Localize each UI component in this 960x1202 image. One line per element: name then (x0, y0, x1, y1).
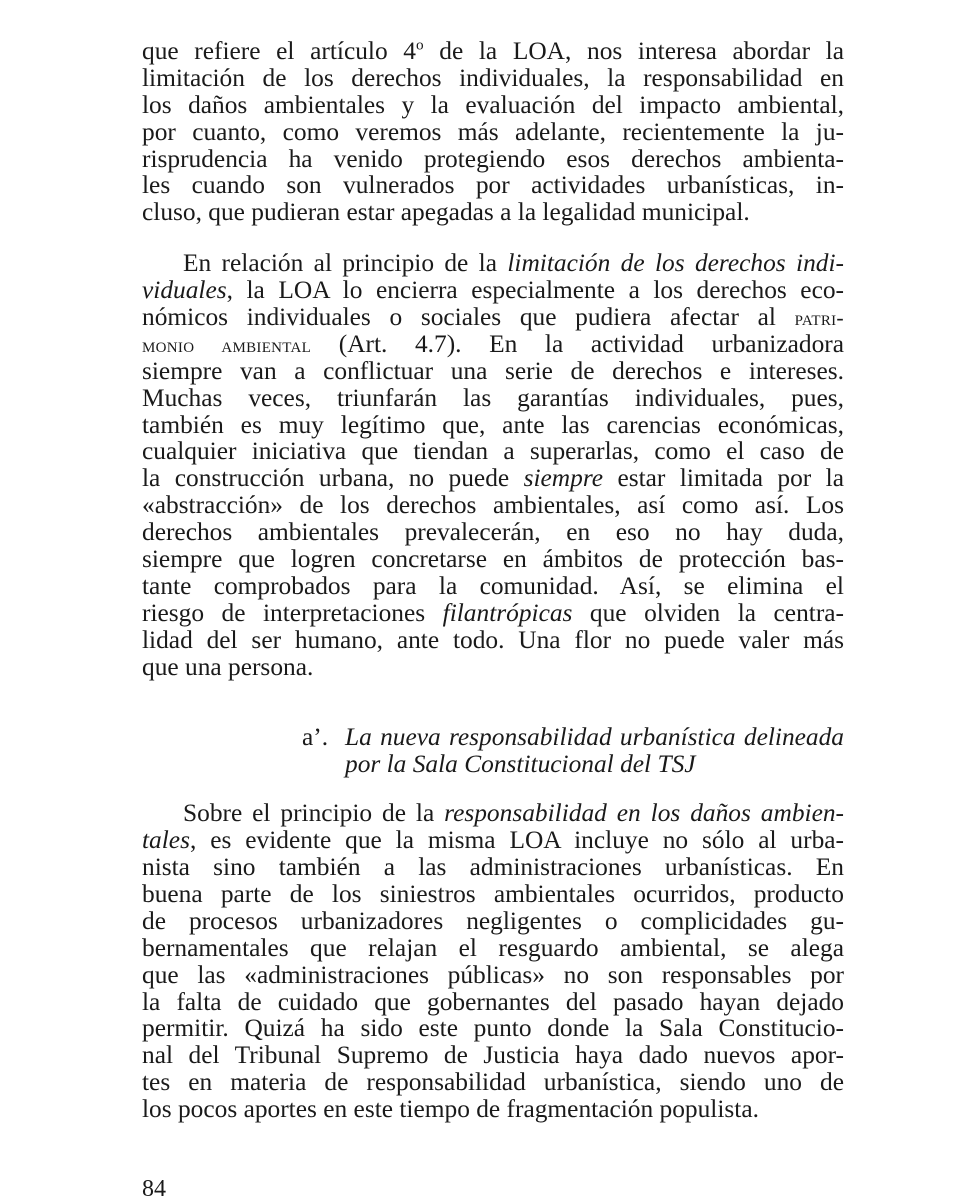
text-line: que refiere el artículo 4$^o$ de la LOA, nos interesa abordar la (142, 36, 844, 65)
text-line: los pocos aportes en este tiempo de fragmentación populista. (142, 1095, 759, 1124)
text-line: tante comprobados para la comunidad. Así, se elimina el (142, 571, 844, 600)
text-line: nista sino también a las administraciones urbanísticas. En (142, 853, 844, 882)
text-line: que las «administraciones públicas» no son responsables por (142, 960, 844, 989)
text-line: nómicos individuales o sociales que pudiera afectar al patri- (142, 303, 844, 332)
text-line: también es muy legítimo que, ante las carencias económicas, (142, 410, 844, 439)
text-line: cualquier iniciativa que tiendan a superarlas, como el caso de (142, 437, 844, 466)
section-heading (142, 724, 844, 778)
section-title-line: La nueva responsabilidad urbanística delineada (345, 723, 844, 752)
text-line: de procesos urbanizadores negligentes o complicidades gu- (142, 906, 844, 935)
text-line: buena parte de los siniestros ambientales ocurridos, producto (142, 879, 844, 908)
paragraph-responsibility (142, 800, 844, 1123)
text-line: les cuando son vulnerados por actividades urbanísticas, in- (142, 171, 844, 200)
text-line: tales, es evidente que la misma LOA incluye no sólo al urba- (142, 826, 844, 855)
text-line: derechos ambientales prevalecerán, en eso no hay duda, (142, 518, 844, 547)
text-line: Muchas veces, triunfarán las garantías individuales, pues, (142, 383, 844, 412)
paragraph-continuation (142, 38, 844, 226)
text-line: que una persona. (142, 652, 314, 681)
text-line: risprudencia ha venido protegiendo esos derechos ambienta- (142, 144, 844, 173)
text-line: permitir. Quizá ha sido este punto donde la Sala Constitucio- (142, 1014, 844, 1043)
text-line: por cuanto, como veremos más adelante, recientemente la ju- (142, 117, 844, 146)
text-line: los daños ambientales y la evaluación del impacto ambiental, (142, 90, 844, 119)
text-line: nal del Tribunal Supremo de Justicia haya dado nuevos apor- (142, 1041, 844, 1070)
text-line: cluso, que pudieran estar apegadas a la legalidad municipal. (142, 198, 750, 227)
text-line: siempre que logren concretarse en ámbitos de protección bas- (142, 545, 844, 574)
text-line: tes en materia de responsabilidad urbanística, siendo uno de (142, 1068, 844, 1097)
text-line: limitación de los derechos individuales, la responsabilidad en (142, 63, 844, 92)
text-line: monio ambiental (Art. 4.7). En la actividad urbanizadora (142, 329, 844, 358)
paragraph-limitation (142, 250, 844, 680)
text-line: «abstracción» de los derechos ambientales, así como así. Los (142, 491, 844, 520)
text-line: Sobre el principio de la responsabilidad en los daños ambien- (183, 799, 844, 828)
text-line: bernamentales que relajan el resguardo ambiental, se alega (142, 933, 844, 962)
text-line: la construcción urbana, no puede siempre estar limitada por la (142, 464, 844, 493)
section-title-line: por la Sala Constitucional del TSJ (345, 750, 696, 779)
page-number: 84 (142, 1176, 166, 1202)
text-line: viduales, la LOA lo encierra especialmente a los derechos eco- (142, 276, 844, 305)
text-line: En relación al principio de la limitación de los derechos indi- (183, 249, 844, 278)
text-line: siempre van a conflictuar una serie de derechos e intereses. (142, 356, 844, 385)
section-number: a’. (302, 723, 329, 752)
page-body (142, 38, 844, 1123)
text-line: la falta de cuidado que gobernantes del pasado hayan dejado (142, 987, 844, 1016)
text-line: riesgo de interpretaciones filantrópicas que olviden la centra- (142, 598, 844, 627)
text-line: lidad del ser humano, ante todo. Una flor no puede valer más (142, 625, 844, 654)
